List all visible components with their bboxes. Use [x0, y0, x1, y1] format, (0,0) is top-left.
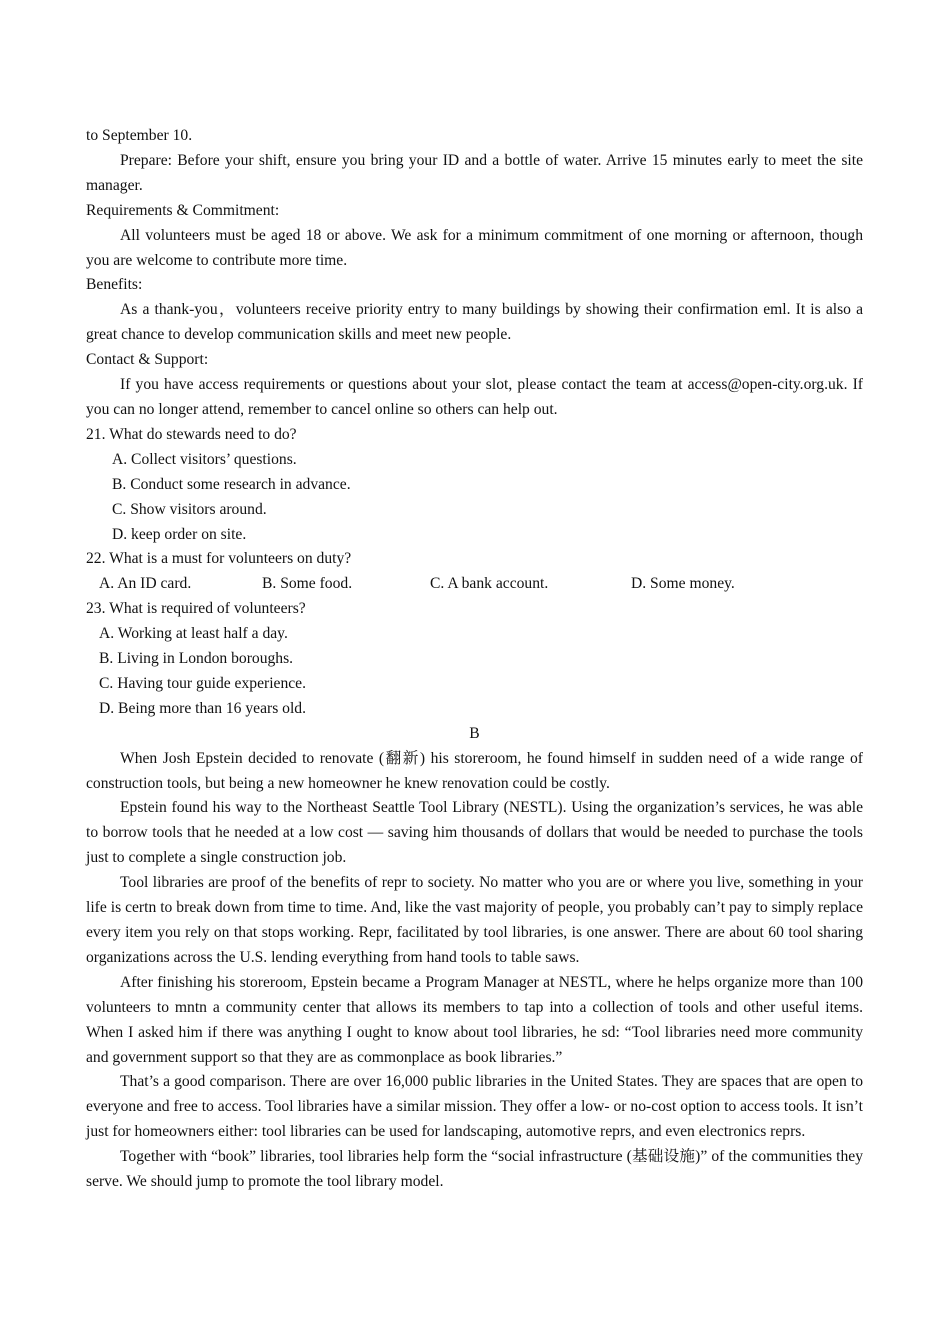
question-21-stem: 21. What do stewards need to do?: [86, 425, 297, 443]
partA-line-start: to September 10.: [86, 127, 193, 144]
question-22-stem: 22. What is a must for volunteers on duty?: [86, 550, 352, 568]
prepare-paragraph: Prepare: Before your shift, ensure you bring your ID and a bottle of water. Arrive 15 minutes early to meet the site manager.: [86, 151, 863, 194]
requirements-paragraph: All volunteers must be aged 18 or above. We ask for a minimum commitment of one morning or afternoon, though you are welcome to contribute more time.: [86, 226, 863, 269]
passage-paragraph: Epstein found his way to the Northeast Seattle Tool Library (NESTL). Using the organization’s services, he was able to borrow tools that he needed at a low cost — saving him thousands of dollars that would be needed to purchase the tools just to complete a single construction job.: [86, 799, 863, 867]
passage-paragraph: Together with “book” libraries, tool libraries help form the “social infrastructure (基础设施)” of the communities they serve. We should jump to promote the tool library model.: [86, 1148, 863, 1191]
question-23-option-b: B. Living in London boroughs.: [99, 650, 294, 668]
question-23-stem: 23. What is required of volunteers?: [86, 600, 306, 618]
question-22-option-c: C. A bank account.: [430, 575, 549, 593]
question-21-option-c: C. Show visitors around.: [112, 500, 267, 518]
passage-paragraph: When Josh Epstein decided to renovate (翻新) his storeroom, he found himself in sudden need of a wide range of construction tools, but being a new homeowner he knew renovation could be costly.: [86, 749, 863, 792]
exam-page: [86, 124, 863, 1195]
question-23-option-c: C. Having tour guide experience.: [99, 674, 306, 692]
question-23-option-d: D. Being more than 16 years old.: [99, 699, 307, 717]
benefits-paragraph: As a thank-you，volunteers receive priority entry to many buildings by showing their confirmation eml. It is also a great chance to develop communication skills and meet new people.: [86, 301, 863, 344]
question-23-option-a: A. Working at least half a day.: [99, 625, 288, 643]
question-21-option-b: B. Conduct some research in advance.: [112, 475, 351, 493]
benefits-heading: Benefits:: [86, 276, 143, 294]
requirements-heading: Requirements & Commitment:: [86, 201, 280, 219]
section-b-heading: B: [469, 724, 480, 742]
question-22-option-a: A. An ID card.: [99, 575, 192, 593]
question-22-option-b: B. Some food.: [262, 575, 353, 593]
passage-paragraph: Tool libraries are proof of the benefits of repr to society. No matter who you are or where you live, something in your life is certn to break down from time to time. And, like the vast majority of people, you probably can’t pay to simply replace every item you rely on that stops working. Repr, facilitated by tool libraries, is one answer. There are about 60 tool sharing organizations across the U.S. lending everything from hand tools to table saws.: [86, 874, 863, 966]
passage-paragraph: That’s a good comparison. There are over 16,000 public libraries in the United States. They are spaces that are open to everyone and free to access. Tool libraries have a similar mission. They offer a low- or no-cost option to access tools. It isn’t just for homeowners either: tool libraries can be used for landscaping, automotive reprs, and even electronics reprs.: [86, 1073, 863, 1141]
question-21-option-d: D. keep order on site.: [112, 525, 247, 543]
question-22-options: [86, 572, 863, 597]
passage-paragraph: After finishing his storeroom, Epstein became a Program Manager at NESTL, where he helps organize more than 100 volunteers to mntn a community center that allows its members to tap into a collection of tools and other useful items. When I asked him if there was anything I ought to know about tool libraries, he sd: “Tool libraries need more community and government support so that they are as commonplace as book libraries.”: [86, 973, 863, 1066]
contact-heading: Contact & Support:: [86, 351, 209, 369]
question-22-option-d: D. Some money.: [631, 575, 735, 593]
question-21-option-a: A. Collect visitors’ questions.: [112, 450, 297, 468]
contact-paragraph: If you have access requirements or questions about your slot, please contact the team at access@open-city.org.uk. If you can no longer attend, remember to cancel online so others can help out.: [86, 376, 863, 418]
